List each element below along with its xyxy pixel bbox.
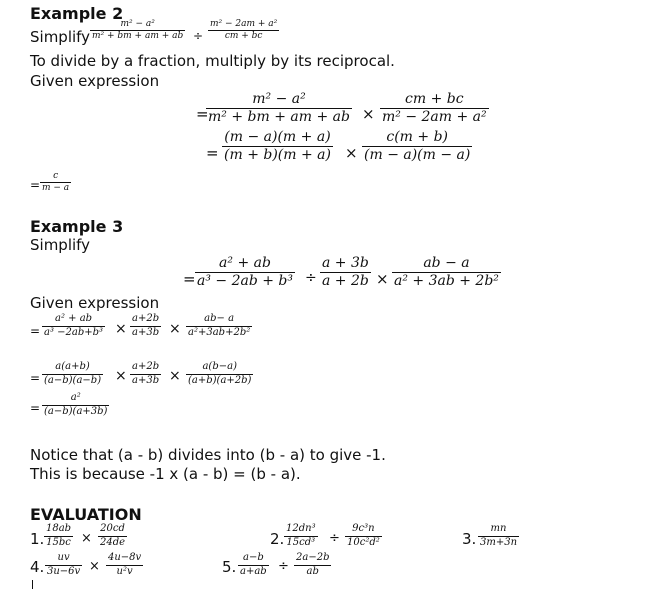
numerator: a + 3b [322, 255, 369, 271]
fraction [380, 92, 489, 124]
divide-sign: ÷ [278, 559, 289, 574]
numerator: a² + ab [54, 313, 93, 324]
example-3-heading: Example 3 [30, 217, 124, 236]
fraction [320, 256, 371, 288]
denominator: 24de [100, 536, 126, 548]
numerator: mn [490, 523, 507, 534]
denominator: 15bc [46, 536, 71, 548]
denominator: 10c²d² [347, 536, 380, 548]
numerator: a(a+b) [55, 361, 90, 372]
fraction [208, 20, 279, 42]
numerator: a−b [242, 552, 264, 563]
fraction [186, 362, 253, 386]
fraction [42, 362, 103, 386]
denominator: a+3b [132, 374, 160, 386]
fraction [206, 92, 352, 124]
denominator: a+3b [132, 326, 160, 338]
fraction [392, 256, 501, 288]
numerator: 9c³n [352, 523, 375, 534]
note-text: Notice that (a - b) divides into (b - a) to give -1. [30, 446, 386, 464]
denominator: a+ab [240, 565, 267, 577]
numerator: a² + ab [219, 255, 271, 271]
denominator: m² + bm + am + ab [208, 108, 350, 125]
numerator: m² − 2am + a² [210, 19, 278, 29]
example-2-heading: Example 2 [30, 4, 124, 23]
multiply-sign: × [169, 368, 181, 384]
denominator: a³ − 2ab + b³ [197, 272, 294, 289]
denominator: m² − 2am + a² [382, 108, 487, 125]
numerator: 4u−8v [108, 552, 142, 563]
fraction [98, 524, 127, 548]
numerator: m² − a² [120, 19, 155, 29]
fraction [294, 553, 331, 577]
numerator: uv [57, 552, 70, 563]
fraction [238, 553, 269, 577]
given-expression-label: Given expression [30, 72, 160, 90]
divide-sign: ÷ [329, 531, 340, 546]
multiply-sign: × [115, 321, 127, 337]
equals-sign: = [183, 270, 196, 288]
multiply-sign: × [362, 105, 375, 123]
equals-sign: = [206, 144, 219, 162]
multiply-sign: × [345, 144, 358, 162]
numerator: a+2b [132, 313, 160, 324]
fraction [362, 130, 472, 162]
denominator: 15cd³ [286, 536, 316, 548]
fraction [284, 524, 318, 548]
denominator: (a+b)(a+2b) [188, 374, 252, 386]
equals-sign: = [30, 401, 41, 415]
fraction [345, 524, 382, 548]
denominator: 3u−6v [47, 565, 81, 577]
numerator: 18ab [46, 523, 72, 534]
equals-sign: = [30, 178, 41, 192]
item-number: 5. [222, 558, 237, 576]
fraction [106, 553, 143, 577]
numerator: m² − a² [252, 91, 306, 107]
numerator: ab − a [423, 255, 470, 271]
numerator: a² [70, 392, 81, 403]
fraction [44, 524, 73, 548]
multiply-sign: × [376, 270, 389, 288]
numerator: c [53, 171, 59, 181]
text-cursor [32, 580, 33, 589]
fraction [222, 130, 333, 162]
item-number: 1. [30, 530, 45, 548]
multiply-sign: × [115, 368, 127, 384]
multiply-sign: × [81, 531, 92, 546]
fraction [130, 314, 161, 338]
denominator: 3m+3n [480, 536, 518, 548]
numerator: 20cd [100, 523, 125, 534]
item-number: 4. [30, 558, 45, 576]
simplify-label: Simplify [30, 236, 91, 254]
fraction [195, 256, 295, 288]
numerator: c(m + b) [386, 129, 448, 145]
divide-sign: ÷ [305, 270, 317, 286]
item-number: 2. [270, 530, 285, 548]
fraction [45, 553, 82, 577]
fraction [478, 524, 519, 548]
denominator: cm + bc [224, 31, 263, 42]
numerator: (m − a)(m + a) [224, 129, 331, 145]
fraction [130, 362, 161, 386]
denominator: a² + 3ab + 2b² [394, 272, 499, 289]
equals-sign: = [30, 324, 41, 338]
numerator: 12dn³ [286, 523, 316, 534]
denominator: ab [306, 565, 319, 577]
denominator: (m − a)(m − a) [364, 146, 471, 163]
given-expression-label: Given expression [30, 294, 160, 312]
denominator: (a−b)(a+3b) [44, 405, 108, 417]
numerator: cm + bc [405, 91, 464, 107]
denominator: u²v [116, 565, 133, 577]
fraction [40, 172, 71, 194]
fraction [90, 20, 185, 42]
denominator: m − a [42, 183, 70, 194]
item-number: 3. [462, 530, 477, 548]
instruction-text: To divide by a fraction, multiply by its reciprocal. [30, 52, 395, 70]
simplify-label: Simplify [30, 28, 91, 46]
numerator: a(b−a) [202, 361, 237, 372]
fraction [42, 393, 109, 417]
equals-sign: = [196, 105, 209, 123]
denominator: a²+3ab+2b² [188, 326, 251, 338]
numerator: ab− a [204, 313, 235, 324]
fraction [42, 314, 105, 338]
note-text: This is because -1 x (a - b) = (b - a). [30, 465, 301, 483]
evaluation-heading: EVALUATION [30, 505, 142, 524]
denominator: (a−b)(a−b) [44, 374, 102, 386]
numerator: 2a−2b [296, 552, 330, 563]
multiply-sign: × [89, 559, 100, 574]
denominator: a³ −2ab+b³ [44, 326, 104, 338]
denominator: m² + bm + am + ab [92, 31, 184, 42]
divide-sign: ÷ [193, 29, 204, 43]
denominator: (m + b)(m + a) [224, 146, 331, 163]
denominator: a + 2b [322, 272, 369, 289]
equals-sign: = [30, 371, 41, 385]
numerator: a+2b [132, 361, 160, 372]
multiply-sign: × [169, 321, 181, 337]
fraction [186, 314, 252, 338]
